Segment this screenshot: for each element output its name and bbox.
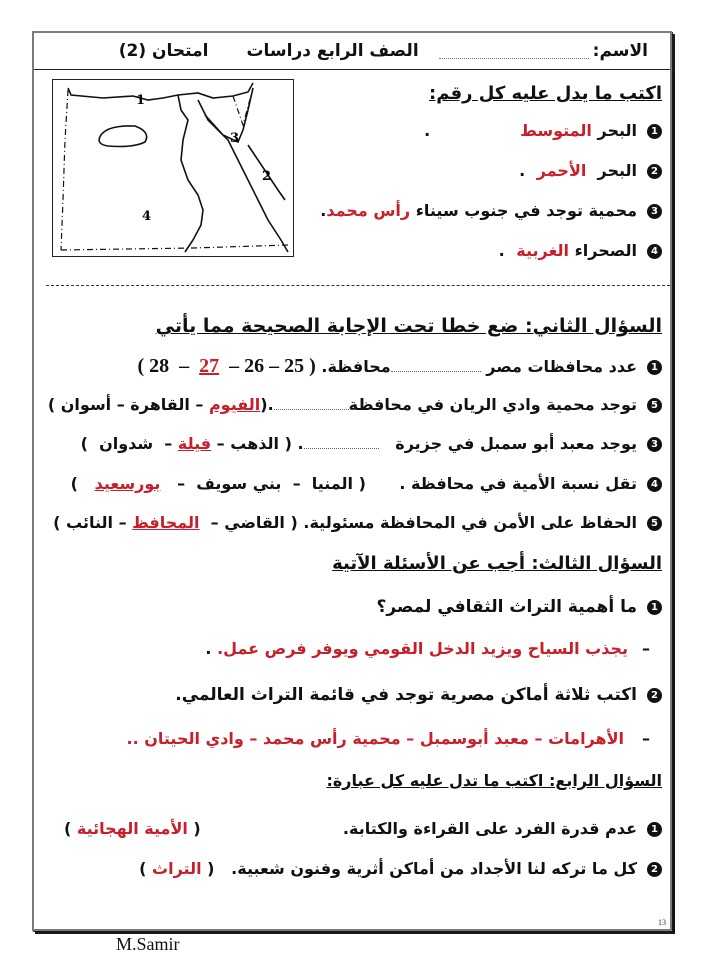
period: . (424, 121, 431, 140)
map-label-4: 4 (141, 209, 151, 224)
q2-item-text: الحفاظ على الأمن في المحافظة مسئولية. (303, 513, 637, 532)
q2-item-3: 3يوجد معبد أبو سمبل في جزيرة . ( الذهب – فيلة – شدوان ) (81, 434, 662, 453)
q1-answer: الأحمر (536, 161, 587, 180)
egypt-map-drawing (53, 80, 293, 256)
number-3-icon: 3 (647, 204, 662, 219)
period: . (498, 241, 505, 260)
period: . (519, 161, 526, 180)
q2-item-text: توجد محمية وادي الريان في محافظة (348, 395, 637, 414)
number-4-icon: 4 (647, 244, 662, 259)
option[interactable]: الذهب (230, 434, 280, 453)
number-1-icon: 1 (647, 600, 662, 615)
q4-answer-1: ( الأمية الهجائية ) (64, 819, 201, 838)
option[interactable]: 28 (149, 355, 170, 377)
number-1-icon: 1 (647, 822, 662, 837)
map-label-2: 2 (261, 169, 271, 184)
exam-title: امتحان (2) (118, 41, 209, 61)
option[interactable]: القاهرة (130, 395, 190, 414)
option[interactable]: شدوان (99, 434, 154, 453)
q1-item-text: الصحراء (574, 241, 637, 260)
number-1-icon: 1 (647, 360, 662, 375)
number-2-icon: 2 (647, 862, 662, 877)
option-correct[interactable]: المحافظ (132, 513, 200, 532)
q2-item-5: 5الحفاظ على الأمن في المحافظة مسئولية. ( القاضي – المحافظ – النائب ) (53, 513, 662, 532)
q2-item-text: يوجد معبد أبو سمبل في جزيرة (395, 434, 637, 453)
q2-item-text-after: . (399, 474, 406, 493)
blank[interactable] (304, 438, 379, 449)
number-2-icon: 2 (647, 688, 662, 703)
exam-header (34, 33, 670, 70)
q1-item-text: محمية توجد في جنوب سيناء (415, 201, 637, 220)
map-label-3: 3 (229, 131, 239, 146)
option-correct[interactable]: فيلة (177, 434, 212, 453)
q3-question-2 (175, 685, 662, 705)
option[interactable]: المنيا (311, 474, 353, 493)
section-divider (46, 285, 670, 286)
q2-item-text-after: . (297, 434, 304, 453)
q2-item-text-after: . (267, 395, 274, 414)
dash: – (642, 729, 650, 748)
q2-title: السؤال الثاني: ضع خطا تحت الإجابة الصحيحة مما يأتي (155, 315, 662, 337)
q1-item-2 (519, 161, 662, 180)
blank[interactable] (391, 361, 481, 372)
q2-item-1: 1عدد محافظات مصر محافظة. ( 25 – 26 – 27 – 28 ) (137, 355, 662, 378)
number-5-icon: 5 (647, 398, 662, 413)
q1-answer: الغربية (516, 241, 570, 260)
q1-title: اكتب ما يدل عليه كل رقم: (429, 83, 662, 104)
blank[interactable] (274, 399, 349, 410)
q4-item-text: عدم قدرة الفرد على القراءة والكتابة. (342, 819, 637, 838)
number-4-icon: 4 (647, 477, 662, 492)
q4-title: السؤال الرابع: اكتب ما تدل عليه كل عبارة: (326, 771, 662, 790)
exam-sheet (32, 31, 672, 931)
q4-item-1 (64, 819, 662, 838)
option[interactable]: أسوان (60, 395, 112, 414)
author-signature: M.Samir (116, 934, 180, 954)
q3-answer-text: الأهرامات – معبد أبوسمبل – محمية رأس محمد – وادي الحيتان .. (126, 729, 624, 748)
q4-item-2: 2كل ما تركه لنا الأجداد من أماكن أثرية وفنون شعبية. ( التراث ) (139, 859, 662, 878)
margin-line (673, 73, 675, 933)
q3-title: السؤال الثالث: أجب عن الأسئلة الآتية (332, 553, 662, 574)
grade-title: الصف الرابع دراسات (246, 41, 419, 61)
q3-question-text: اكتب ثلاثة أماكن مصرية توجد في قائمة التراث العالمي. (175, 685, 637, 705)
number-2-icon: 2 (647, 164, 662, 179)
option[interactable]: القاضي (224, 513, 285, 532)
number-3-icon: 3 (647, 437, 662, 452)
q3-answer-text: يجذب السياح ويزيد الدخل القومي ويوفر فرص عمل. (217, 639, 628, 658)
q2-item-text: عدد محافظات مصر (486, 357, 637, 376)
option[interactable]: 26 (244, 355, 265, 377)
q1-answer: المتوسط (520, 121, 592, 140)
q2-item-text: تقل نسبة الأمية في محافظة (410, 474, 637, 493)
map-label-1: 1 (135, 93, 145, 108)
q1-item-text: البحر (597, 161, 637, 180)
option[interactable]: 25 (284, 355, 305, 377)
period: . (320, 201, 327, 220)
q1-item-1 (424, 121, 662, 140)
egypt-map (52, 79, 294, 257)
number-1-icon: 1 (647, 124, 662, 139)
q2-item-text-after: محافظة. (321, 357, 391, 376)
number-5-icon: 5 (647, 516, 662, 531)
option[interactable]: النائب (66, 513, 114, 532)
q3-question-1 (376, 597, 662, 617)
q4-answer-text: التراث (152, 859, 202, 878)
q1-item-3 (320, 201, 662, 220)
option-correct[interactable]: 27 (199, 355, 220, 377)
q3-answer-1: –يجذب السياح ويزيد الدخل القومي ويوفر فرص عمل. . (205, 639, 650, 658)
q1-answer: رأس محمد (326, 201, 411, 220)
q4-item-text: كل ما تركه لنا الأجداد من أماكن أثرية وفنون شعبية. (231, 859, 637, 878)
q3-question-text: ما أهمية التراث الثقافي لمصر؟ (376, 597, 637, 617)
q1-item-4 (499, 241, 662, 260)
name-field[interactable] (439, 44, 589, 59)
q2-item-4: 4تقل نسبة الأمية في محافظة . ( المنيا – بني سويف – بورسعيد ) (71, 474, 662, 493)
option-correct[interactable]: الفيوم (208, 395, 261, 414)
dash: – (642, 639, 650, 658)
option[interactable]: بني سويف (196, 474, 282, 493)
q3-answer-2 (127, 729, 651, 748)
q1-item-text: البحر (597, 121, 637, 140)
q2-item-2: 5توجد محمية وادي الريان في محافظة.(الفيوم – القاهرة – أسوان ) (48, 395, 662, 414)
option-correct[interactable]: بورسعيد (94, 474, 161, 493)
name-label: الاسم: (592, 41, 648, 61)
q4-answer-text: الأمية الهجائية (76, 819, 188, 838)
page-number: 13 (658, 918, 666, 927)
